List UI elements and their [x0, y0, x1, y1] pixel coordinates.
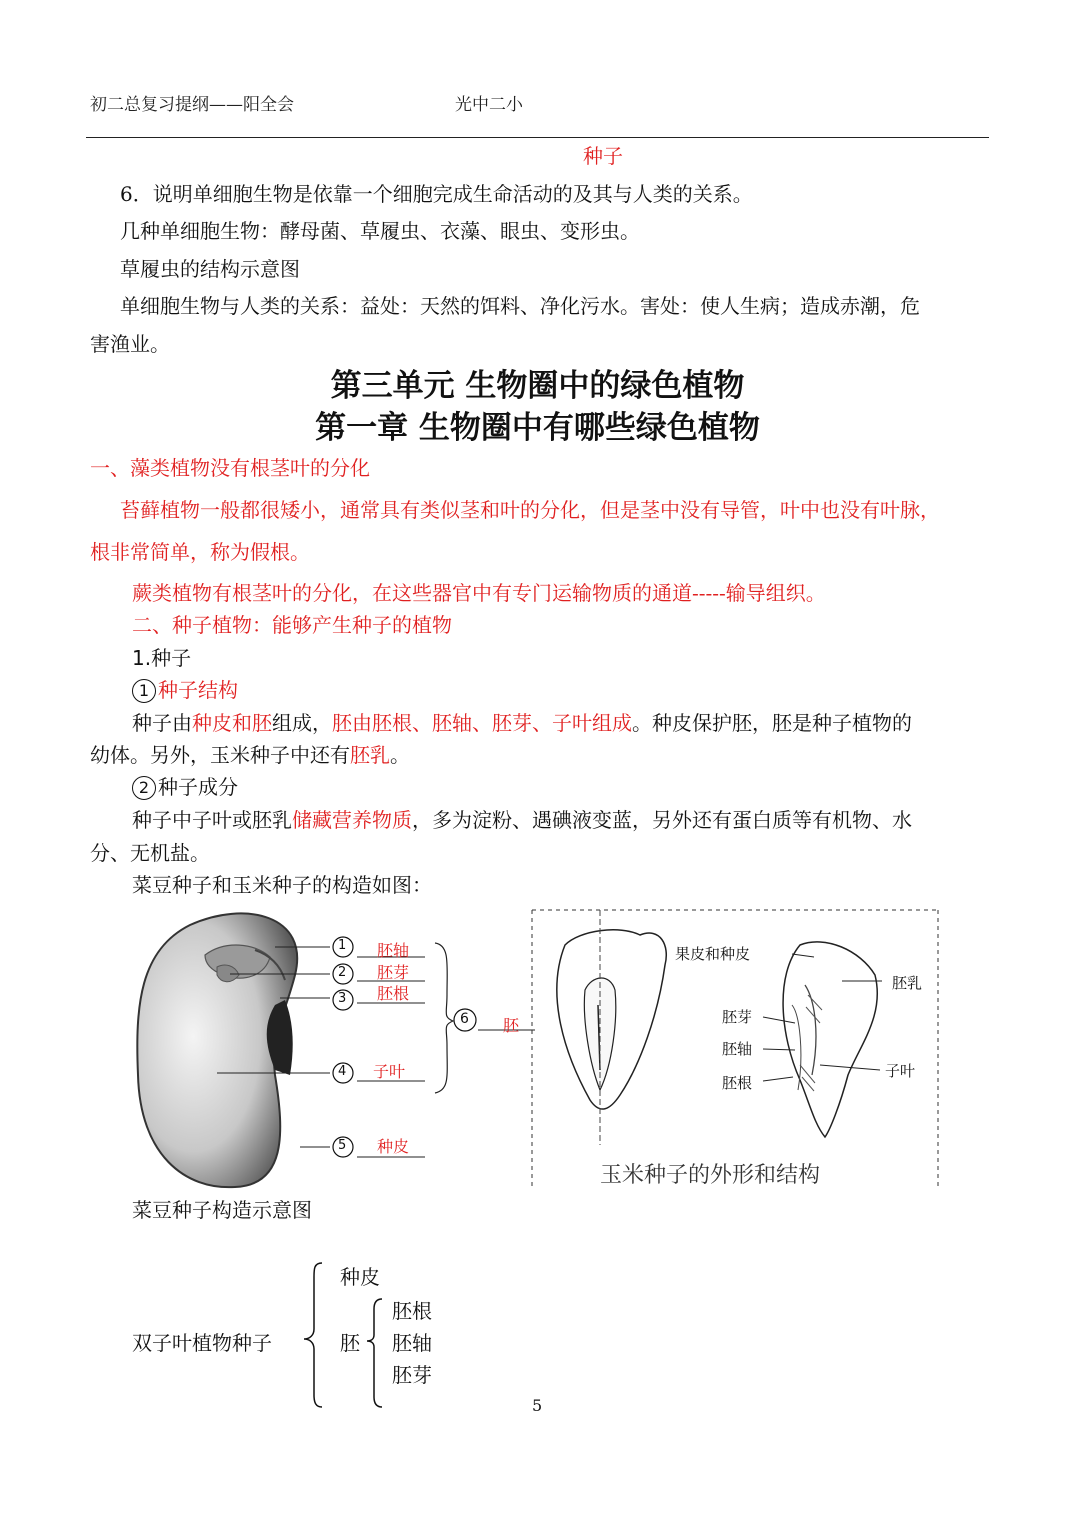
paragraph-relation-2: 害渔业。 — [90, 332, 170, 356]
bean-num-4: 4 — [338, 1064, 347, 1079]
bean-label-radicle: 胚根 — [377, 984, 410, 1003]
composition-title: 种子成分 — [158, 775, 238, 799]
classification-embryo: 胚 — [340, 1331, 360, 1355]
classification-part-radicle: 胚根 — [392, 1299, 432, 1323]
circled-number-2: 2 — [132, 776, 156, 800]
structure-line-1 — [132, 709, 912, 737]
text-run-red: 胚由胚根、胚轴、胚芽、子叶组成 — [332, 711, 632, 735]
chapter-title: 第一章 生物圈中有哪些绿色植物 — [315, 410, 760, 446]
structure-heading — [132, 676, 238, 704]
figure-intro: 菜豆种子和玉米种子的构造如图： — [132, 873, 432, 897]
corn-label-hypocotyl: 胚轴 — [722, 1040, 753, 1058]
corn-label-pericarp: 果皮和种皮 — [675, 945, 751, 963]
classification-part-hypocotyl: 胚轴 — [392, 1331, 432, 1355]
text-run: ，多为淀粉、遇碘液变蓝，另外还有蛋白质等有机物、水 — [412, 808, 912, 832]
bean-label-hypocotyl: 胚轴 — [377, 941, 410, 960]
bean-label-cotyledon: 子叶 — [373, 1062, 406, 1081]
bean-num-3: 3 — [338, 991, 347, 1006]
moss-line-2: 根非常简单，称为假根。 — [90, 540, 310, 564]
text-run: 。种皮保护胚，胚是种子植物的 — [632, 711, 912, 735]
text-run: 。 — [390, 743, 410, 767]
corn-figure-caption: 玉米种子的外形和结构 — [600, 1163, 821, 1188]
seed-heading: 1.种子 — [132, 646, 192, 670]
text-run-red: 胚乳 — [350, 743, 390, 767]
structure-line-2 — [90, 741, 410, 769]
classification-seed-coat: 种皮 — [340, 1265, 380, 1289]
header-left: 初二总复习提纲——阳全会 — [90, 95, 294, 115]
header-divider — [86, 137, 989, 138]
bean-seed-illustration — [135, 905, 535, 1190]
paragraph-diagram-ref: 草履虫的结构示意图 — [120, 257, 300, 281]
text-run-red: 种皮和胚 — [192, 711, 272, 735]
text-run-red: 储藏营养物质 — [292, 808, 412, 832]
classification-root: 双子叶植物种子 — [132, 1331, 272, 1355]
paragraph-relation-1: 单细胞生物与人类的关系：益处：天然的饵料、净化污水。害处：使人生病；造成赤潮，危 — [120, 294, 920, 318]
corn-seed-figure — [530, 905, 940, 1190]
paragraph-6: 6．说明单细胞生物是依靠一个细胞完成生命活动的及其与人类的关系。 — [120, 182, 753, 206]
text-run: 组成， — [272, 711, 332, 735]
circled-number-1: 1 — [132, 679, 156, 703]
seed-plants-heading: 二、种子植物：能够产生种子的植物 — [132, 613, 452, 637]
header-right: 光中二小 — [455, 95, 523, 115]
unit-title: 第三单元 生物圈中的绿色植物 — [330, 368, 745, 404]
structure-title: 种子结构 — [158, 678, 238, 702]
composition-heading — [132, 773, 238, 801]
section-algae: 一、藻类植物没有根茎叶的分化 — [90, 456, 370, 480]
bean-num-5: 5 — [338, 1138, 347, 1153]
corn-label-endosperm: 胚乳 — [892, 974, 923, 992]
classification-part-plumule: 胚芽 — [392, 1363, 432, 1387]
text-run: 种子由 — [132, 711, 192, 735]
text-run: 幼体。另外，玉米种子中还有 — [90, 743, 350, 767]
text-run: 种子中子叶或胚乳 — [132, 808, 292, 832]
corn-label-radicle: 胚根 — [722, 1074, 753, 1092]
corn-label-plumule: 胚芽 — [722, 1008, 753, 1026]
moss-line-1: 苔藓植物一般都很矮小，通常具有类似茎和叶的分化，但是茎中没有导管，叶中也没有叶脉， — [120, 498, 940, 522]
composition-line-1 — [132, 806, 912, 834]
bean-label-embryo: 胚 — [503, 1016, 520, 1035]
bean-label-seed-coat: 种皮 — [377, 1137, 410, 1156]
corn-label-cotyledon: 子叶 — [885, 1062, 916, 1080]
bean-num-6: 6 — [460, 1011, 469, 1027]
bean-num-1: 1 — [338, 938, 347, 953]
classification-diagram — [130, 1255, 460, 1415]
bean-seed-figure — [135, 905, 535, 1190]
composition-line-2: 分、无机盐。 — [90, 841, 210, 865]
bean-figure-caption: 菜豆种子构造示意图 — [132, 1198, 312, 1222]
section-tag: 种子 — [583, 144, 623, 168]
paragraph-examples: 几种单细胞生物：酵母菌、草履虫、衣藻、眼虫、变形虫。 — [120, 219, 640, 243]
page-number: 5 — [532, 1396, 543, 1415]
fern-line: 蕨类植物有根茎叶的分化，在这些器官中有专门运输物质的通道-----输导组织。 — [132, 581, 826, 605]
bean-label-plumule: 胚芽 — [377, 963, 410, 982]
bean-num-2: 2 — [338, 965, 347, 980]
